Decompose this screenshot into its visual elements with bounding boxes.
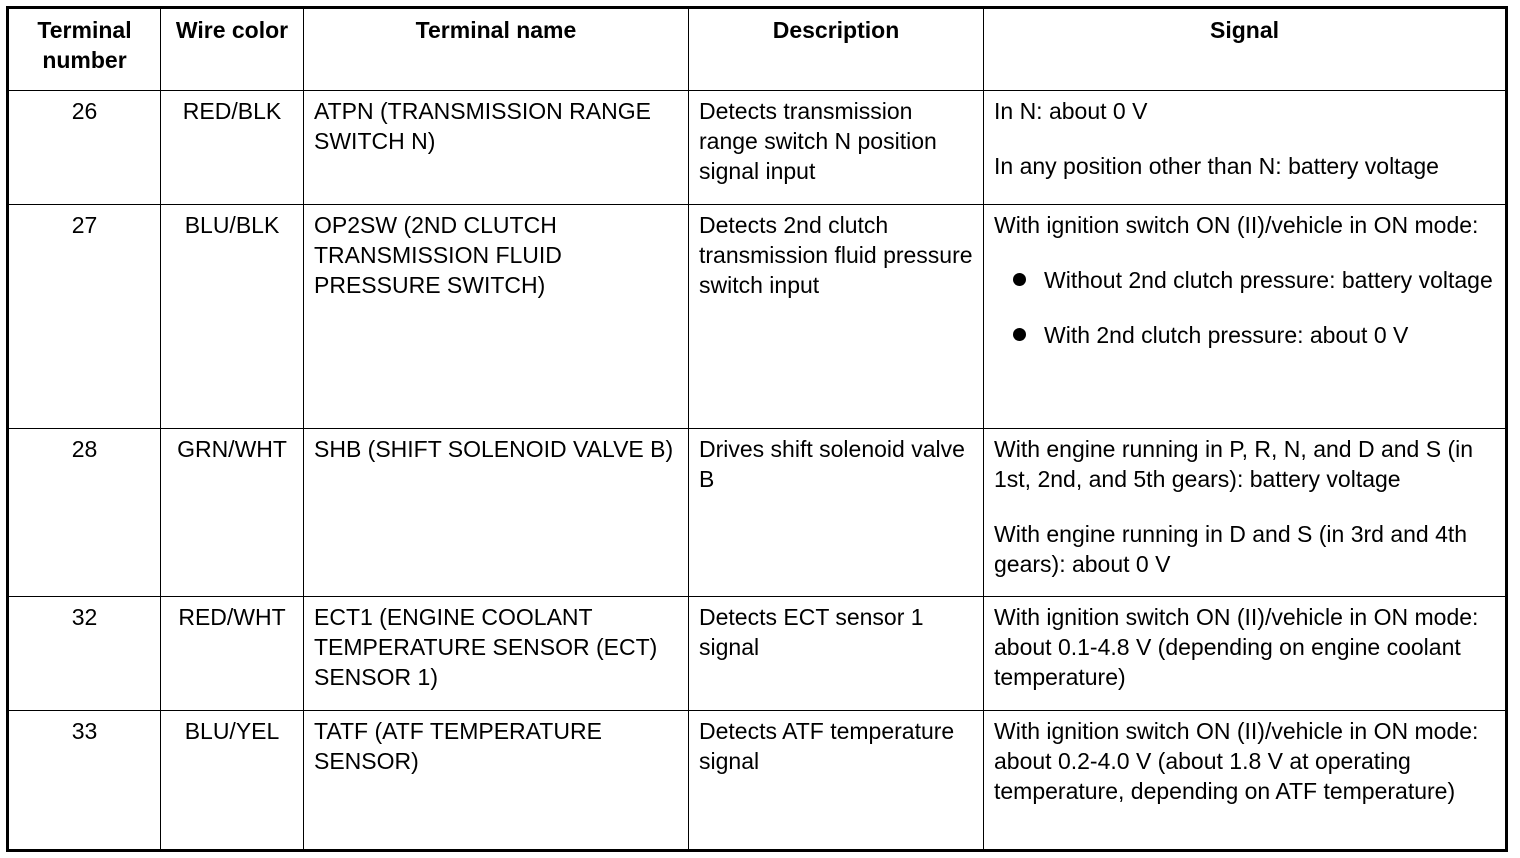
terminal-number-cell: 27: [9, 205, 161, 429]
terminal-number-cell: 33: [9, 711, 161, 849]
signal-text: With engine running in D and S (in 3rd and 4th gears): about 0 V: [994, 521, 1468, 577]
header-terminal-number: Terminal number: [9, 9, 161, 91]
signal-text: With ignition switch ON (II)/vehicle in ON mode: about 0.2-4.0 V (about 1.8 V at operating temperature, depending on ATF temperature): [994, 718, 1479, 804]
signal-cell: [984, 91, 1505, 205]
terminal-name-cell: OP2SW (2ND CLUTCH TRANSMISSION FLUID PRESSURE SWITCH): [304, 205, 689, 429]
signal-text: In N: about 0 V: [994, 98, 1148, 124]
wire-color-cell: BLU/YEL: [161, 711, 304, 849]
terminal-name-cell: TATF (ATF TEMPERATURE SENSOR): [304, 711, 689, 849]
terminal-table: [6, 6, 1508, 852]
terminal-number-cell: 28: [9, 429, 161, 597]
header-wire-color: Wire color: [161, 9, 304, 91]
wire-color-cell: GRN/WHT: [161, 429, 304, 597]
signal-cell: [984, 205, 1505, 429]
wire-color-cell: BLU/BLK: [161, 205, 304, 429]
signal-text: With engine running in P, R, N, and D and S (in 1st, 2nd, and 5th gears): battery voltage: [994, 436, 1474, 492]
bullet-dot-icon: [1013, 273, 1026, 286]
terminal-number-cell: 26: [9, 91, 161, 205]
signal-bullet-text: With 2nd clutch pressure: about 0 V: [1044, 322, 1409, 348]
signal-text: In any position other than N: battery voltage: [994, 153, 1439, 179]
wire-color-cell: RED/WHT: [161, 597, 304, 711]
signal-cell: [984, 597, 1505, 711]
terminal-number-cell: 32: [9, 597, 161, 711]
description-cell: Detects ATF temperature signal: [689, 711, 984, 849]
signal-cell: [984, 429, 1505, 597]
signal-bullet: [994, 265, 1495, 295]
wire-color-cell: RED/BLK: [161, 91, 304, 205]
signal-cell: [984, 711, 1505, 849]
header-description: Description: [689, 9, 984, 91]
description-cell: Detects 2nd clutch transmission fluid pressure switch input: [689, 205, 984, 429]
description-cell: Drives shift solenoid valve B: [689, 429, 984, 597]
terminal-name-cell: SHB (SHIFT SOLENOID VALVE B): [304, 429, 689, 597]
terminal-name-cell: ATPN (TRANSMISSION RANGE SWITCH N): [304, 91, 689, 205]
signal-bullet: [994, 320, 1495, 350]
bullet-dot-icon: [1013, 328, 1026, 341]
signal-bullet-text: Without 2nd clutch pressure: battery voltage: [1044, 267, 1493, 293]
terminal-name-cell: ECT1 (ENGINE COOLANT TEMPERATURE SENSOR (ECT) SENSOR 1): [304, 597, 689, 711]
signal-text: With ignition switch ON (II)/vehicle in ON mode: about 0.1-4.8 V (depending on engine coolant temperature): [994, 604, 1479, 690]
header-terminal-name: Terminal name: [304, 9, 689, 91]
signal-text: With ignition switch ON (II)/vehicle in ON mode:: [994, 212, 1479, 238]
description-cell: Detects transmission range switch N position signal input: [689, 91, 984, 205]
header-signal: Signal: [984, 9, 1505, 91]
description-cell: Detects ECT sensor 1 signal: [689, 597, 984, 711]
